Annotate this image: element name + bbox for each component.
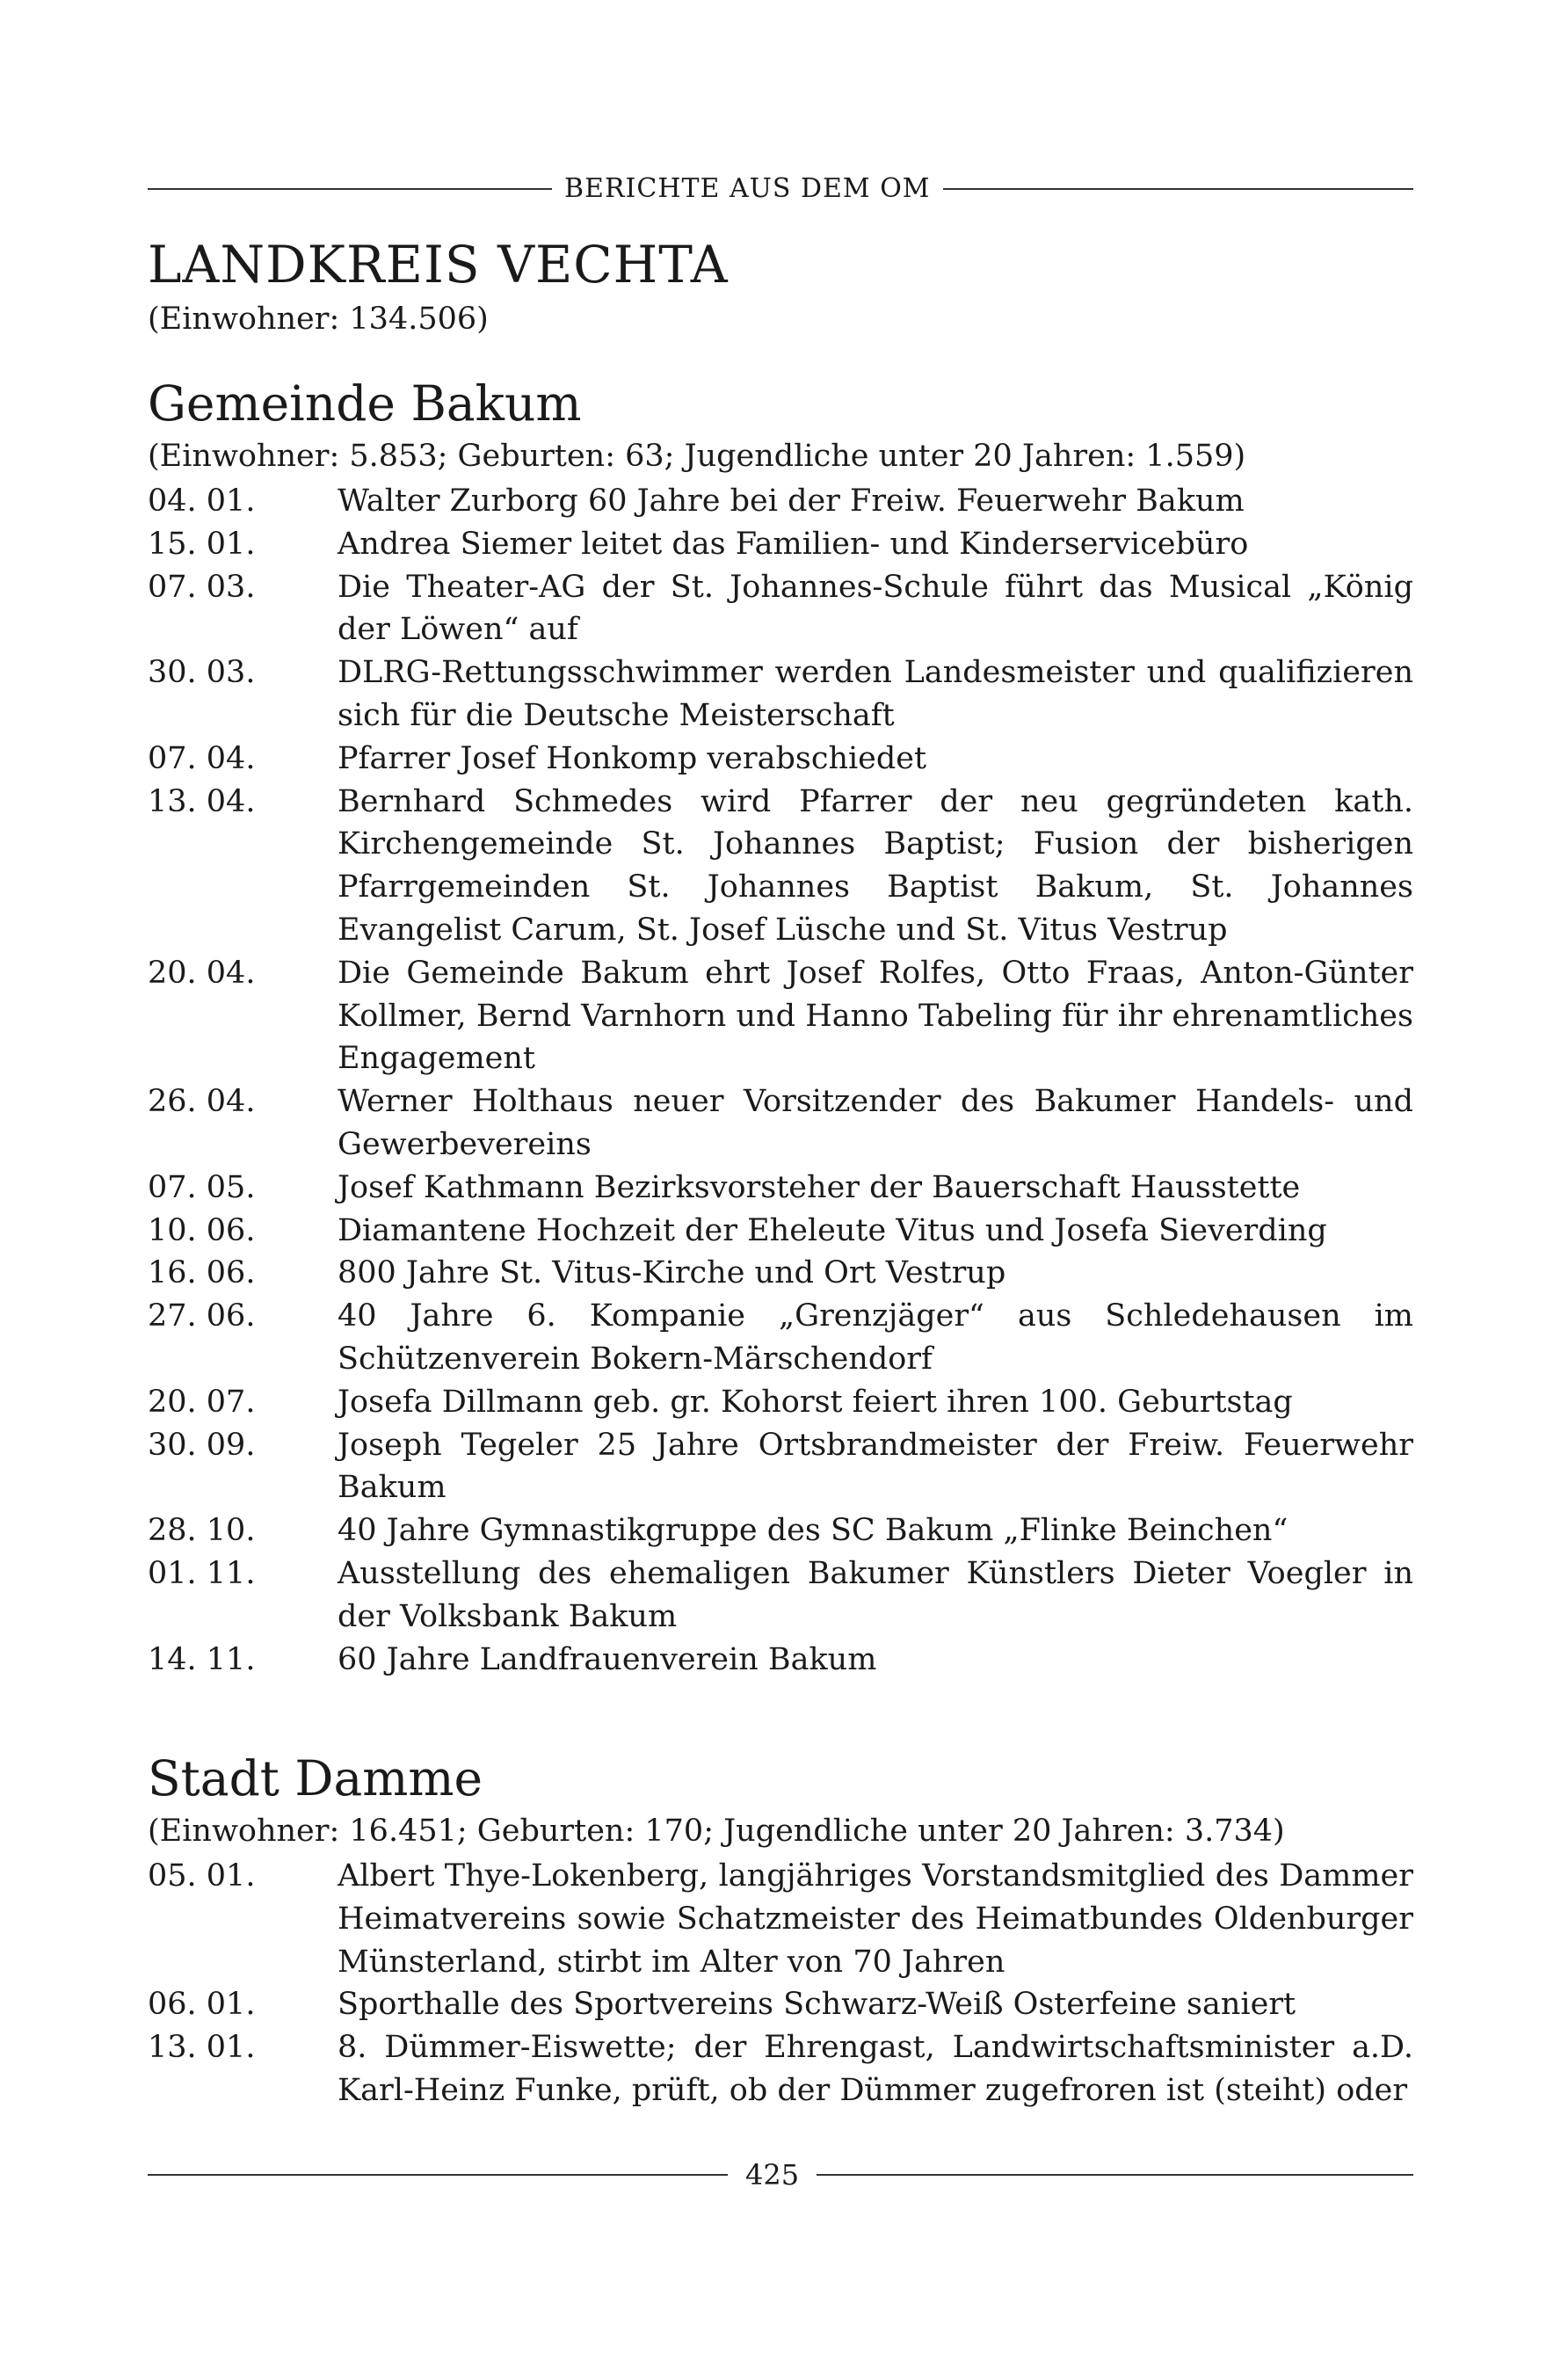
entry (148, 1210, 1413, 1253)
entry-date: 14. 11. (148, 1641, 256, 1677)
entry-text: DLRG-Rettungsschwimmer werden Landesmeister und qualifizieren sich für die Deutsche Meisterschaft (338, 655, 1413, 733)
entry-text: Joseph Tegeler 25 Jahre Ortsbrandmeister der Freiw. Feuerwehr Bakum (338, 1427, 1413, 1506)
running-head (148, 173, 1413, 204)
entry-date: 13. 01. (148, 2030, 256, 2066)
entry-date: 28. 10. (148, 1513, 256, 1549)
entry-text: Werner Holthaus neuer Vorsitzender des Bakumer Handels- und Gewerbevereins (338, 1084, 1413, 1162)
entry (148, 1295, 1413, 1381)
entry-text: 60 Jahre Landfrauenverein Bakum (338, 1641, 877, 1677)
entry (148, 566, 1413, 652)
footer-rule-right (817, 2174, 1413, 2176)
entry-date: 05. 01. (148, 1858, 256, 1894)
section-stats-bakum: (Einwohner: 5.853; Geburten: 63; Jugendliche unter 20 Jahren: 1.559) (148, 439, 1246, 474)
running-head-rule-right (943, 188, 1414, 190)
entry-text: Josef Kathmann Bezirksvorsteher der Bauerschaft Hausstette (338, 1169, 1301, 1205)
entry-date: 30. 09. (148, 1427, 256, 1463)
entry-date: 30. 03. (148, 655, 256, 691)
entry-date: 20. 07. (148, 1384, 256, 1420)
entry (148, 1167, 1413, 1210)
footer-rule-left (148, 2174, 728, 2176)
running-head-rule-left (148, 188, 552, 190)
entry-text: Bernhard Schmedes wird Pfarrer der neu gegründeten kath. Kirchengemeinde St. Johannes Baptist; Fusion der bisherigen Pfarrgemeinden St. Johannes Baptist Bakum, St. Johannes Evangelist Carum, St. Josef Lüsche und St. Vitus Vestrup (338, 783, 1413, 948)
entry-text: Ausstellung des ehemaligen Bakumer Künstlers Dieter Voegler in der Volksbank Bakum (338, 1555, 1413, 1634)
entry-text: Pfarrer Josef Honkomp verabschiedet (338, 740, 927, 776)
page-footer (148, 2158, 1413, 2192)
entry-text: Andrea Siemer leitet das Familien- und Kinderservicebüro (338, 526, 1249, 562)
section-title-bakum: Gemeinde Bakum (148, 375, 582, 432)
entry-date: 10. 06. (148, 1212, 256, 1248)
entry-list-bakum (148, 480, 1413, 1681)
entry-text: Die Theater-AG der St. Johannes-Schule führt das Musical „König der Löwen“ auf (338, 569, 1413, 648)
entry-date: 13. 04. (148, 783, 256, 819)
entry (148, 1509, 1413, 1552)
entry (148, 1639, 1413, 1682)
entry (148, 781, 1413, 952)
entry-date: 16. 06. (148, 1255, 256, 1291)
entry-date: 01. 11. (148, 1555, 256, 1591)
entry (148, 1552, 1413, 1639)
entry (148, 2026, 1413, 2112)
entry-date: 26. 04. (148, 1084, 256, 1120)
book-page (148, 0, 1413, 2370)
entry (148, 1381, 1413, 1424)
entry-text: Albert Thye-Lokenberg, langjähriges Vorstandsmitglied des Dammer Heimatvereins sowie Schatzmeister des Heimatbundes Oldenburger Münsterland, stirbt im Alter von 70 Jahren (338, 1858, 1413, 1980)
section-stats-damme: (Einwohner: 16.451; Geburten: 170; Jugendliche unter 20 Jahren: 3.734) (148, 1814, 1285, 1849)
entry-text: 40 Jahre 6. Kompanie „Grenzjäger“ aus Schledehausen im Schützenverein Bokern-Märschendorf (338, 1298, 1413, 1377)
entry (148, 738, 1413, 781)
entry (148, 1983, 1413, 2026)
entry-text: Die Gemeinde Bakum ehrt Josef Rolfes, Otto Fraas, Anton-Günter Kollmer, Bernd Varnhorn und Hanno Tabeling für ihr ehrenamtliches Engagement (338, 955, 1413, 1077)
entry (148, 523, 1413, 566)
entry-text: 800 Jahre St. Vitus-Kirche und Ort Vestrup (338, 1255, 1006, 1291)
entry-date: 07. 04. (148, 740, 256, 776)
entry-text: Josefa Dillmann geb. gr. Kohorst feiert ihren 100. Geburtstag (338, 1384, 1293, 1420)
entry (148, 952, 1413, 1080)
section-title-damme: Stadt Damme (148, 1750, 483, 1807)
entry (148, 1855, 1413, 1983)
entry (148, 651, 1413, 738)
entry-date: 07. 05. (148, 1169, 256, 1205)
district-title: LANDKREIS VECHTA (148, 235, 729, 294)
running-head-text: BERICHTE AUS DEM OM (564, 173, 931, 204)
entry-text: Sporthalle des Sportvereins Schwarz-Weiß Osterfeine saniert (338, 1987, 1296, 2023)
entry-date: 07. 03. (148, 569, 256, 605)
entry (148, 1080, 1413, 1167)
entry-text: 40 Jahre Gymnastikgruppe des SC Bakum „Flinke Beinchen“ (338, 1513, 1289, 1549)
entry-date: 04. 01. (148, 483, 256, 519)
entry-list-damme (148, 1855, 1413, 2112)
entry-date: 27. 06. (148, 1298, 256, 1334)
district-population: (Einwohner: 134.506) (148, 302, 489, 337)
entry (148, 1252, 1413, 1295)
entry-text: Walter Zurborg 60 Jahre bei der Freiw. Feuerwehr Bakum (338, 483, 1245, 519)
entry-date: 15. 01. (148, 526, 256, 562)
page-number: 425 (745, 2158, 800, 2192)
entry (148, 1424, 1413, 1510)
entry-text: Diamantene Hochzeit der Eheleute Vitus und Josefa Sieverding (338, 1212, 1327, 1248)
entry-date: 20. 04. (148, 955, 256, 991)
entry (148, 480, 1413, 523)
entry-text: 8. Dümmer-Eiswette; der Ehrengast, Landwirtschaftsminister a.D. Karl-Heinz Funke, prüft, ob der Dümmer zugefroren ist (steiht) oder (338, 2030, 1413, 2108)
entry-date: 06. 01. (148, 1987, 256, 2023)
